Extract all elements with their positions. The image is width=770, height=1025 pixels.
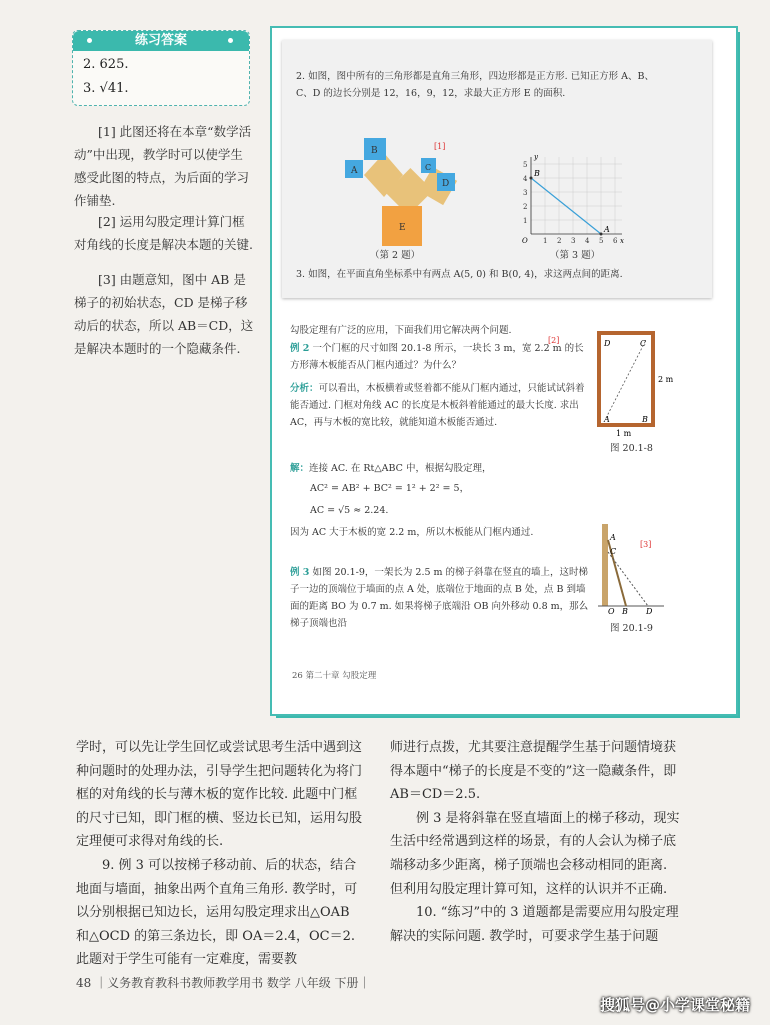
x-axis-label: x <box>620 237 624 245</box>
fig-20-1-8-caption: 图 20.1-8 <box>610 443 653 454</box>
answer-line: 2. 625. <box>83 57 129 72</box>
dot-icon <box>228 38 233 43</box>
x-tick-label: 4 <box>585 237 590 245</box>
point-label-A: A <box>604 225 610 234</box>
wall <box>602 524 608 606</box>
x-tick-label: 1 <box>543 237 548 245</box>
label-C: C <box>425 163 432 172</box>
label-D: D <box>442 179 450 189</box>
conclusion: 因为 AC 大于木板的宽 2.2 m，所以木板能从门框内通过. <box>290 527 534 538</box>
label-B: B <box>371 146 378 156</box>
door-width: 1 m <box>616 429 632 438</box>
page-footer: 26 第二十章 勾股定理 <box>292 671 377 681</box>
point-A: A <box>610 533 616 542</box>
x-tick-label: 2 <box>557 237 562 245</box>
fig-3-caption: （第 3 题） <box>550 250 601 261</box>
bottom-right-column: 师进行点拨，尤其要注意提醒学生基于问题情境获得本题中“梯子的长度是不变的”这一隐藏条件，即 AB＝CD＝2.5. 例 3 是将斜靠在竖直墙面上的梯子移动，现实生活中经常遇到这样的场景，有的人会认为梯子底端移动多少距离，梯子顶端也会移动相同的距离. 但利用勾股定理计算可知，这样的认识并不正确. 10. “练习”中的 3 道题都是需要应用勾股定理解决的实际问题. 教学时，可要求学生基于问题 <box>390 740 680 944</box>
door-figure <box>596 330 676 440</box>
point-D: D <box>646 607 653 614</box>
bottom-left-column: 学时，可以先让学生回忆或尝试思考生活中遇到这种问题时的处理办法，引导学生把问题转化为将门框的对角线的长与薄木板的宽作比较. 此题中门框的尺寸已知，即门框的横、竖边长已知，运用勾股定理便可求得对角线的长. 9. 例 3 可以按梯子移动前、后的状态，结合地面与墙面，抽象出两个直角三角形. 教学时，可以分别根据已知边长，运用勾股定理求出△OAB 和△OCD 的第三条边长，即 OA＝2.4，OC＝2. 此题对于学生可能有一定难度，需要教 <box>76 740 363 968</box>
label-A: A <box>351 166 358 176</box>
mark-2: [2] <box>548 336 560 345</box>
point-C: C <box>640 339 647 348</box>
fig-3-chart <box>517 142 637 252</box>
ladder-figure <box>596 522 666 614</box>
point-label-B: B <box>534 169 540 178</box>
mark-3: [3] <box>640 540 652 549</box>
origin-label: O <box>522 237 528 245</box>
solution: 解：连接 AC. 在 Rt△ABC 中，根据勾股定理， <box>290 463 492 474</box>
point-A <box>600 233 603 236</box>
label-E: E <box>399 223 406 233</box>
example-3: 例 3 如图 20.1-9，一架长为 2.5 m 的梯子斜靠在竖直的墙上，这时梯子一边的顶端位于墙面的点 A 处，底端位于地面的点 B 处，点 B 到墙面的距离 BO 为 0.7 m. 如果将梯子底端沿 OB 向外移动 0.8 m，那么梯子顶端也沿 <box>290 567 589 629</box>
equation-1: AC² = AB² + BC² = 1² + 2² = 5， <box>310 483 470 494</box>
point-D: D <box>604 339 611 348</box>
watermark: 搜狐号@小学课堂秘籍 <box>600 996 751 1014</box>
book-footer: 48 ｜义务教育教科书教师教学用书 数学 八年级 下册｜ <box>76 976 371 990</box>
diagonal-AC <box>606 340 646 418</box>
y-tick-label: 3 <box>523 189 528 197</box>
point-C: C <box>610 547 617 556</box>
point-O: O <box>608 607 615 614</box>
note-2: [2] 运用勾股定理计算门框对角线的长度是解决本题的关键. <box>74 214 253 252</box>
exercise-2: 2. 如图，图中所有的三角形都是直角三角形，四边形都是正方形. 已知正方形 A、B、C、D 的边长分别是 12，16，9，12，求最大正方形 E 的面积. <box>296 71 654 99</box>
door-height: 2 m <box>658 375 674 384</box>
mark-1: [1] <box>434 142 446 151</box>
x-tick-label: 3 <box>571 237 576 245</box>
exercise-3: 3. 如图，在平面直角坐标系中有两点 A(5, 0) 和 B(0, 4)，求这两点间的距离. <box>296 269 623 280</box>
equation-2: AC = √5 ≈ 2.24. <box>310 505 389 516</box>
y-tick-label: 5 <box>523 161 528 169</box>
answer-box-title: 练习答案 <box>73 31 249 51</box>
note-3: [3] 由题意知，图中 AB 是梯子的初始状态，CD 是梯子移动后的状态，所以 AB＝CD，这是解决本题时的一个隐藏条件. <box>74 272 254 356</box>
analysis: 分析：可以看出，木板横着或竖着都不能从门框内通过，只能试试斜着能否通过. 门框对角线 AC 的长度是木板斜着能通过的最大长度. 求出 AC，再与木板的宽比较，就能知道木板能否通过. <box>290 383 585 428</box>
x-tick-label: 5 <box>599 237 604 245</box>
point-B: B <box>622 607 628 614</box>
answer-box <box>72 30 250 106</box>
fig-20-1-9-caption: 图 20.1-9 <box>610 623 653 634</box>
fig-2-squares <box>337 128 467 248</box>
answer-line: 3. √41. <box>83 81 129 96</box>
y-axis-label: y <box>534 153 538 161</box>
exercise-box <box>282 40 712 298</box>
point-A: A <box>604 415 610 424</box>
y-tick-label: 2 <box>523 203 528 211</box>
note-1: [1] 此图还将在本章“数学活动”中出现，教学时可以使学生感受此图的特点，为后面的学习作铺垫. <box>74 124 252 208</box>
x-tick-label: 6 <box>613 237 618 245</box>
y-tick-label: 4 <box>523 175 528 183</box>
dot-icon <box>87 38 92 43</box>
intro-text: 勾股定理有广泛的应用，下面我们用它解决两个问题. <box>290 325 512 336</box>
example-2: 例 2 一个门框的尺寸如图 20.1-8 所示，一块长 3 m，宽 2.2 m 的长方形薄木板能否从门框内通过？为什么？ <box>290 343 584 371</box>
point-B: B <box>642 415 648 424</box>
y-tick-label: 1 <box>523 217 528 225</box>
fig-2-caption: （第 2 题） <box>370 250 421 261</box>
point-B <box>530 177 533 180</box>
